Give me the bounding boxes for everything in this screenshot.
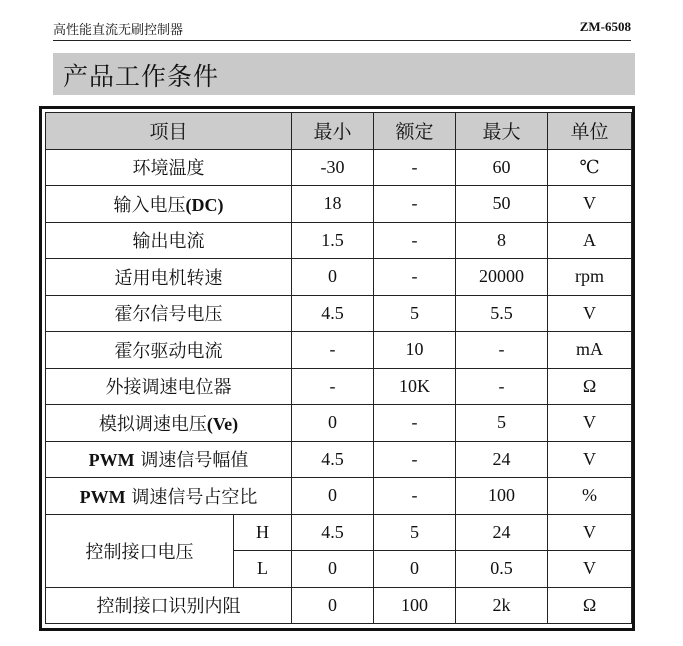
cell-max: 20000 <box>456 259 548 296</box>
table-row <box>46 478 632 515</box>
cell-max: 2k <box>456 587 548 624</box>
cell-min: 0 <box>292 587 374 624</box>
cell-min: -30 <box>292 149 374 186</box>
cell-unit: Ω <box>548 368 632 405</box>
cell-rated: - <box>374 478 456 515</box>
row-label: 输出电流 <box>46 222 292 259</box>
cell-max: - <box>456 368 548 405</box>
cell-unit: V <box>548 441 632 478</box>
cell-min: 0 <box>292 478 374 515</box>
row-label: 外接调速电位器 <box>46 368 292 405</box>
cell-unit: V <box>548 551 632 588</box>
cell-max: 24 <box>456 514 548 551</box>
level-low: L <box>234 551 292 588</box>
cell-unit: V <box>548 514 632 551</box>
cell-rated: 10K <box>374 368 456 405</box>
cell-max: 60 <box>456 149 548 186</box>
row-label: 控制接口识别内阻 <box>46 587 292 624</box>
table-row <box>46 405 632 442</box>
col-header-rated: 额定 <box>374 113 456 150</box>
row-label: 模拟调速电压(Ve) <box>46 405 292 442</box>
control-port-label: 控制接口电压 <box>46 514 234 587</box>
cell-max: 50 <box>456 186 548 223</box>
cell-unit: A <box>548 222 632 259</box>
cell-rated: - <box>374 222 456 259</box>
col-header-unit: 单位 <box>548 113 632 150</box>
table-row <box>46 149 632 186</box>
table-row <box>46 514 632 551</box>
cell-min: 4.5 <box>292 514 374 551</box>
cell-min: 0 <box>292 259 374 296</box>
cell-min: - <box>292 368 374 405</box>
table-row <box>46 222 632 259</box>
cell-max: 100 <box>456 478 548 515</box>
cell-min: - <box>292 332 374 369</box>
cell-min: 0 <box>292 551 374 588</box>
cell-unit: % <box>548 478 632 515</box>
cell-unit: V <box>548 405 632 442</box>
col-header-min: 最小 <box>292 113 374 150</box>
cell-rated: 10 <box>374 332 456 369</box>
table-row <box>46 259 632 296</box>
cell-min: 1.5 <box>292 222 374 259</box>
cell-unit: mA <box>548 332 632 369</box>
cell-max: 24 <box>456 441 548 478</box>
cell-max: 0.5 <box>456 551 548 588</box>
cell-unit: rpm <box>548 259 632 296</box>
row-label: 输入电压(DC) <box>46 186 292 223</box>
cell-max: 5 <box>456 405 548 442</box>
table-row <box>46 295 632 332</box>
cell-rated: - <box>374 186 456 223</box>
row-label: 环境温度 <box>46 149 292 186</box>
cell-min: 4.5 <box>292 295 374 332</box>
cell-rated: 100 <box>374 587 456 624</box>
document-title: 高性能直流无刷控制器 <box>53 23 184 38</box>
level-high: H <box>234 514 292 551</box>
operating-conditions-table <box>45 112 632 624</box>
cell-min: 4.5 <box>292 441 374 478</box>
row-label: 霍尔驱动电流 <box>46 332 292 369</box>
cell-unit: Ω <box>548 587 632 624</box>
table-row <box>46 332 632 369</box>
document-header <box>53 18 631 41</box>
cell-unit: V <box>548 295 632 332</box>
section-heading-bar <box>53 53 635 95</box>
section-title: 产品工作条件 <box>63 62 220 91</box>
col-header-item: 项目 <box>46 113 292 150</box>
cell-unit: ℃ <box>548 149 632 186</box>
table-row <box>46 186 632 223</box>
row-label: PWM 调速信号占空比 <box>46 478 292 515</box>
cell-min: 0 <box>292 405 374 442</box>
model-number: ZM-6508 <box>579 19 631 34</box>
cell-unit: V <box>548 186 632 223</box>
table-row <box>46 368 632 405</box>
table-row <box>46 587 632 624</box>
cell-max: 5.5 <box>456 295 548 332</box>
cell-min: 18 <box>292 186 374 223</box>
cell-rated: 0 <box>374 551 456 588</box>
cell-max: - <box>456 332 548 369</box>
row-label: 适用电机转速 <box>46 259 292 296</box>
cell-max: 8 <box>456 222 548 259</box>
table-header-row <box>46 113 632 150</box>
cell-rated: 5 <box>374 295 456 332</box>
cell-rated: - <box>374 441 456 478</box>
table-row <box>46 441 632 478</box>
cell-rated: - <box>374 259 456 296</box>
cell-rated: 5 <box>374 514 456 551</box>
cell-rated: - <box>374 149 456 186</box>
cell-rated: - <box>374 405 456 442</box>
row-label: 霍尔信号电压 <box>46 295 292 332</box>
row-label: PWM 调速信号幅值 <box>46 441 292 478</box>
col-header-max: 最大 <box>456 113 548 150</box>
